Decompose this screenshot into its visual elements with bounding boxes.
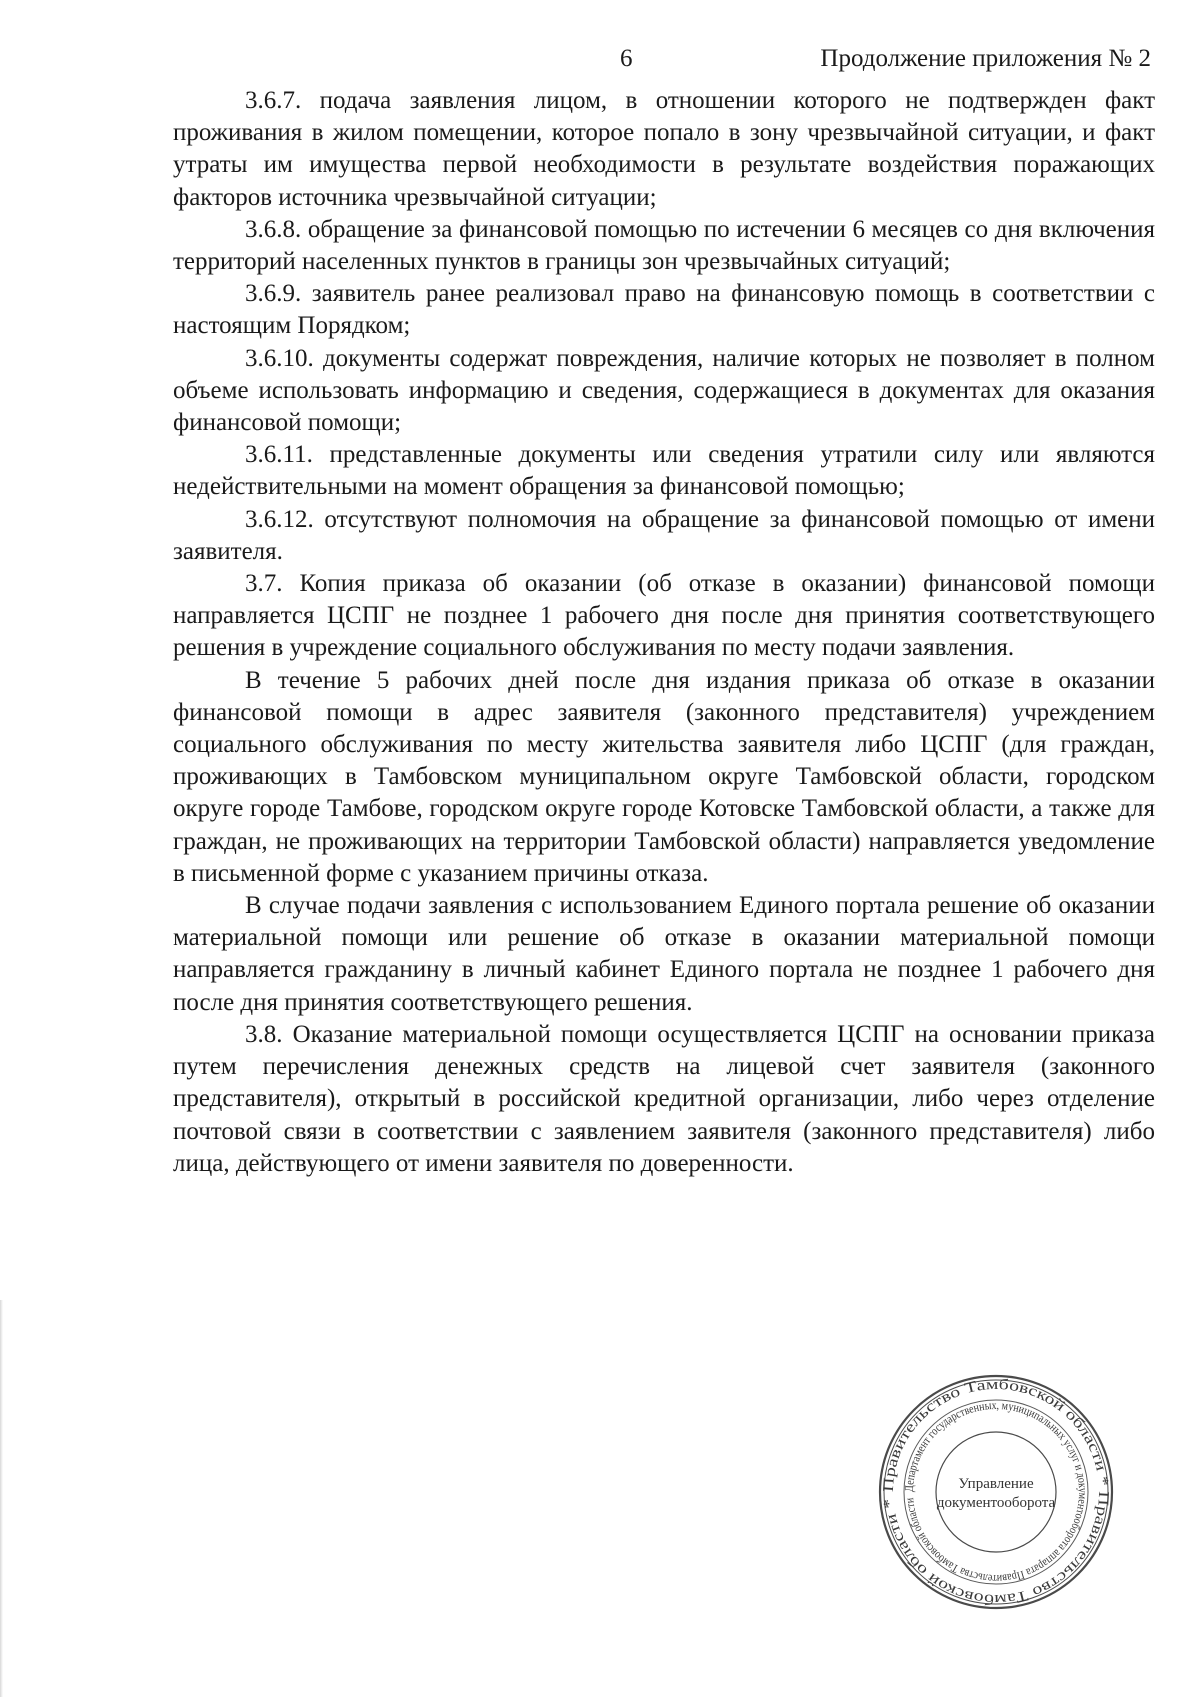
page-header-title: Продолжение приложения № 2 xyxy=(820,45,1151,72)
paragraph-3-6-9: 3.6.9. заявитель ранее реализовал право на финансовую помощь в соответствии с настоящим Порядком; xyxy=(173,280,1155,340)
paragraph-refusal-notice: В течение 5 рабочих дней после дня издания приказа об отказе в оказании финансовой помощи в адрес заявителя (законного представителя) учреждением социального обслуживания по месту жительства заявителя либо ЦСПГ (для граждан, проживающих в Тамбовском муниципальном округе Тамбовской области, городском округе городе Тамбове, городском округе городе Котовске Тамбовской области, а также для граждан, не проживающих на территории Тамбовской области) направляется уведомление в письменной форме с указанием причины отказа. xyxy=(173,666,1155,887)
stamp-center-line2: документооборота xyxy=(936,1495,1056,1511)
stamp-seal-graphic xyxy=(876,1372,1116,1612)
paragraph-3-6-11: 3.6.11. представленные документы или сведения утратили силу или являются недействительными на момент обращения за финансовой помощью; xyxy=(173,441,1155,501)
paragraph-3-6-10: 3.6.10. документы содержат повреждения, наличие которых не позволяет в полном объеме использовать информацию и сведения, содержащиеся в документах для оказания финансовой помощи; xyxy=(173,344,1155,437)
paragraph-3-6-8: 3.6.8. обращение за финансовой помощью по истечении 6 месяцев со дня включения территорий населенных пунктов в границы зон чрезвычайных ситуаций; xyxy=(173,215,1155,276)
paragraph-3-8: 3.8. Оказание материальной помощи осуществляется ЦСПГ на основании приказа путем перечисления денежных средств на лицевой счет заявителя (законного представителя), открытый в российской кредитной организации, либо через отделение почтовой связи в соответствии с заявлением заявителя (законного представителя) либо лица, действующего от имени заявителя по доверенности. xyxy=(173,1020,1155,1177)
stamp-inner-ring-text: Департамент государственных, муниципальных услуг и документооборота аппарата Правительства Тамбовской области xyxy=(901,1397,1091,1587)
page-number: 6 xyxy=(620,45,633,72)
paragraph-3-7: 3.7. Копия приказа об оказании (об отказе в оказании) финансовой помощи направляется ЦСПГ не позднее 1 рабочего дня после дня принятия соответствующего решения в учреждение социального обслуживания по месту подачи заявления. xyxy=(173,570,1155,662)
scan-edge-shadow xyxy=(0,1300,3,1697)
stamp-center-line1: Управление xyxy=(958,1476,1034,1492)
paragraph-3-6-7: 3.6.7. подача заявления лицом, в отношении которого не подтвержден факт проживания в жилом помещении, которое попало в зону чрезвычайной ситуации, и факт утраты им имущества первой необходимости в результате воздействия поражающих факторов источника чрезвычайной ситуации; xyxy=(173,87,1155,211)
official-stamp xyxy=(876,1372,1116,1612)
paragraph-3-6-12: 3.6.12. отсутствуют полномочия на обращение за финансовой помощью от имени заявителя. xyxy=(173,505,1155,565)
stamp-outer-ring-text: Правительство Тамбовской области * Правительство Тамбовской области * xyxy=(880,1376,1112,1608)
paragraph-unified-portal: В случае подачи заявления с использованием Единого портала решение об оказании материальной помощи или решение об отказе в оказании материальной помощи направляется гражданину в личный кабинет Единого портала не позднее 1 рабочего дня после дня принятия соответствующего решения. xyxy=(173,892,1155,1016)
document-body xyxy=(173,85,1155,1180)
